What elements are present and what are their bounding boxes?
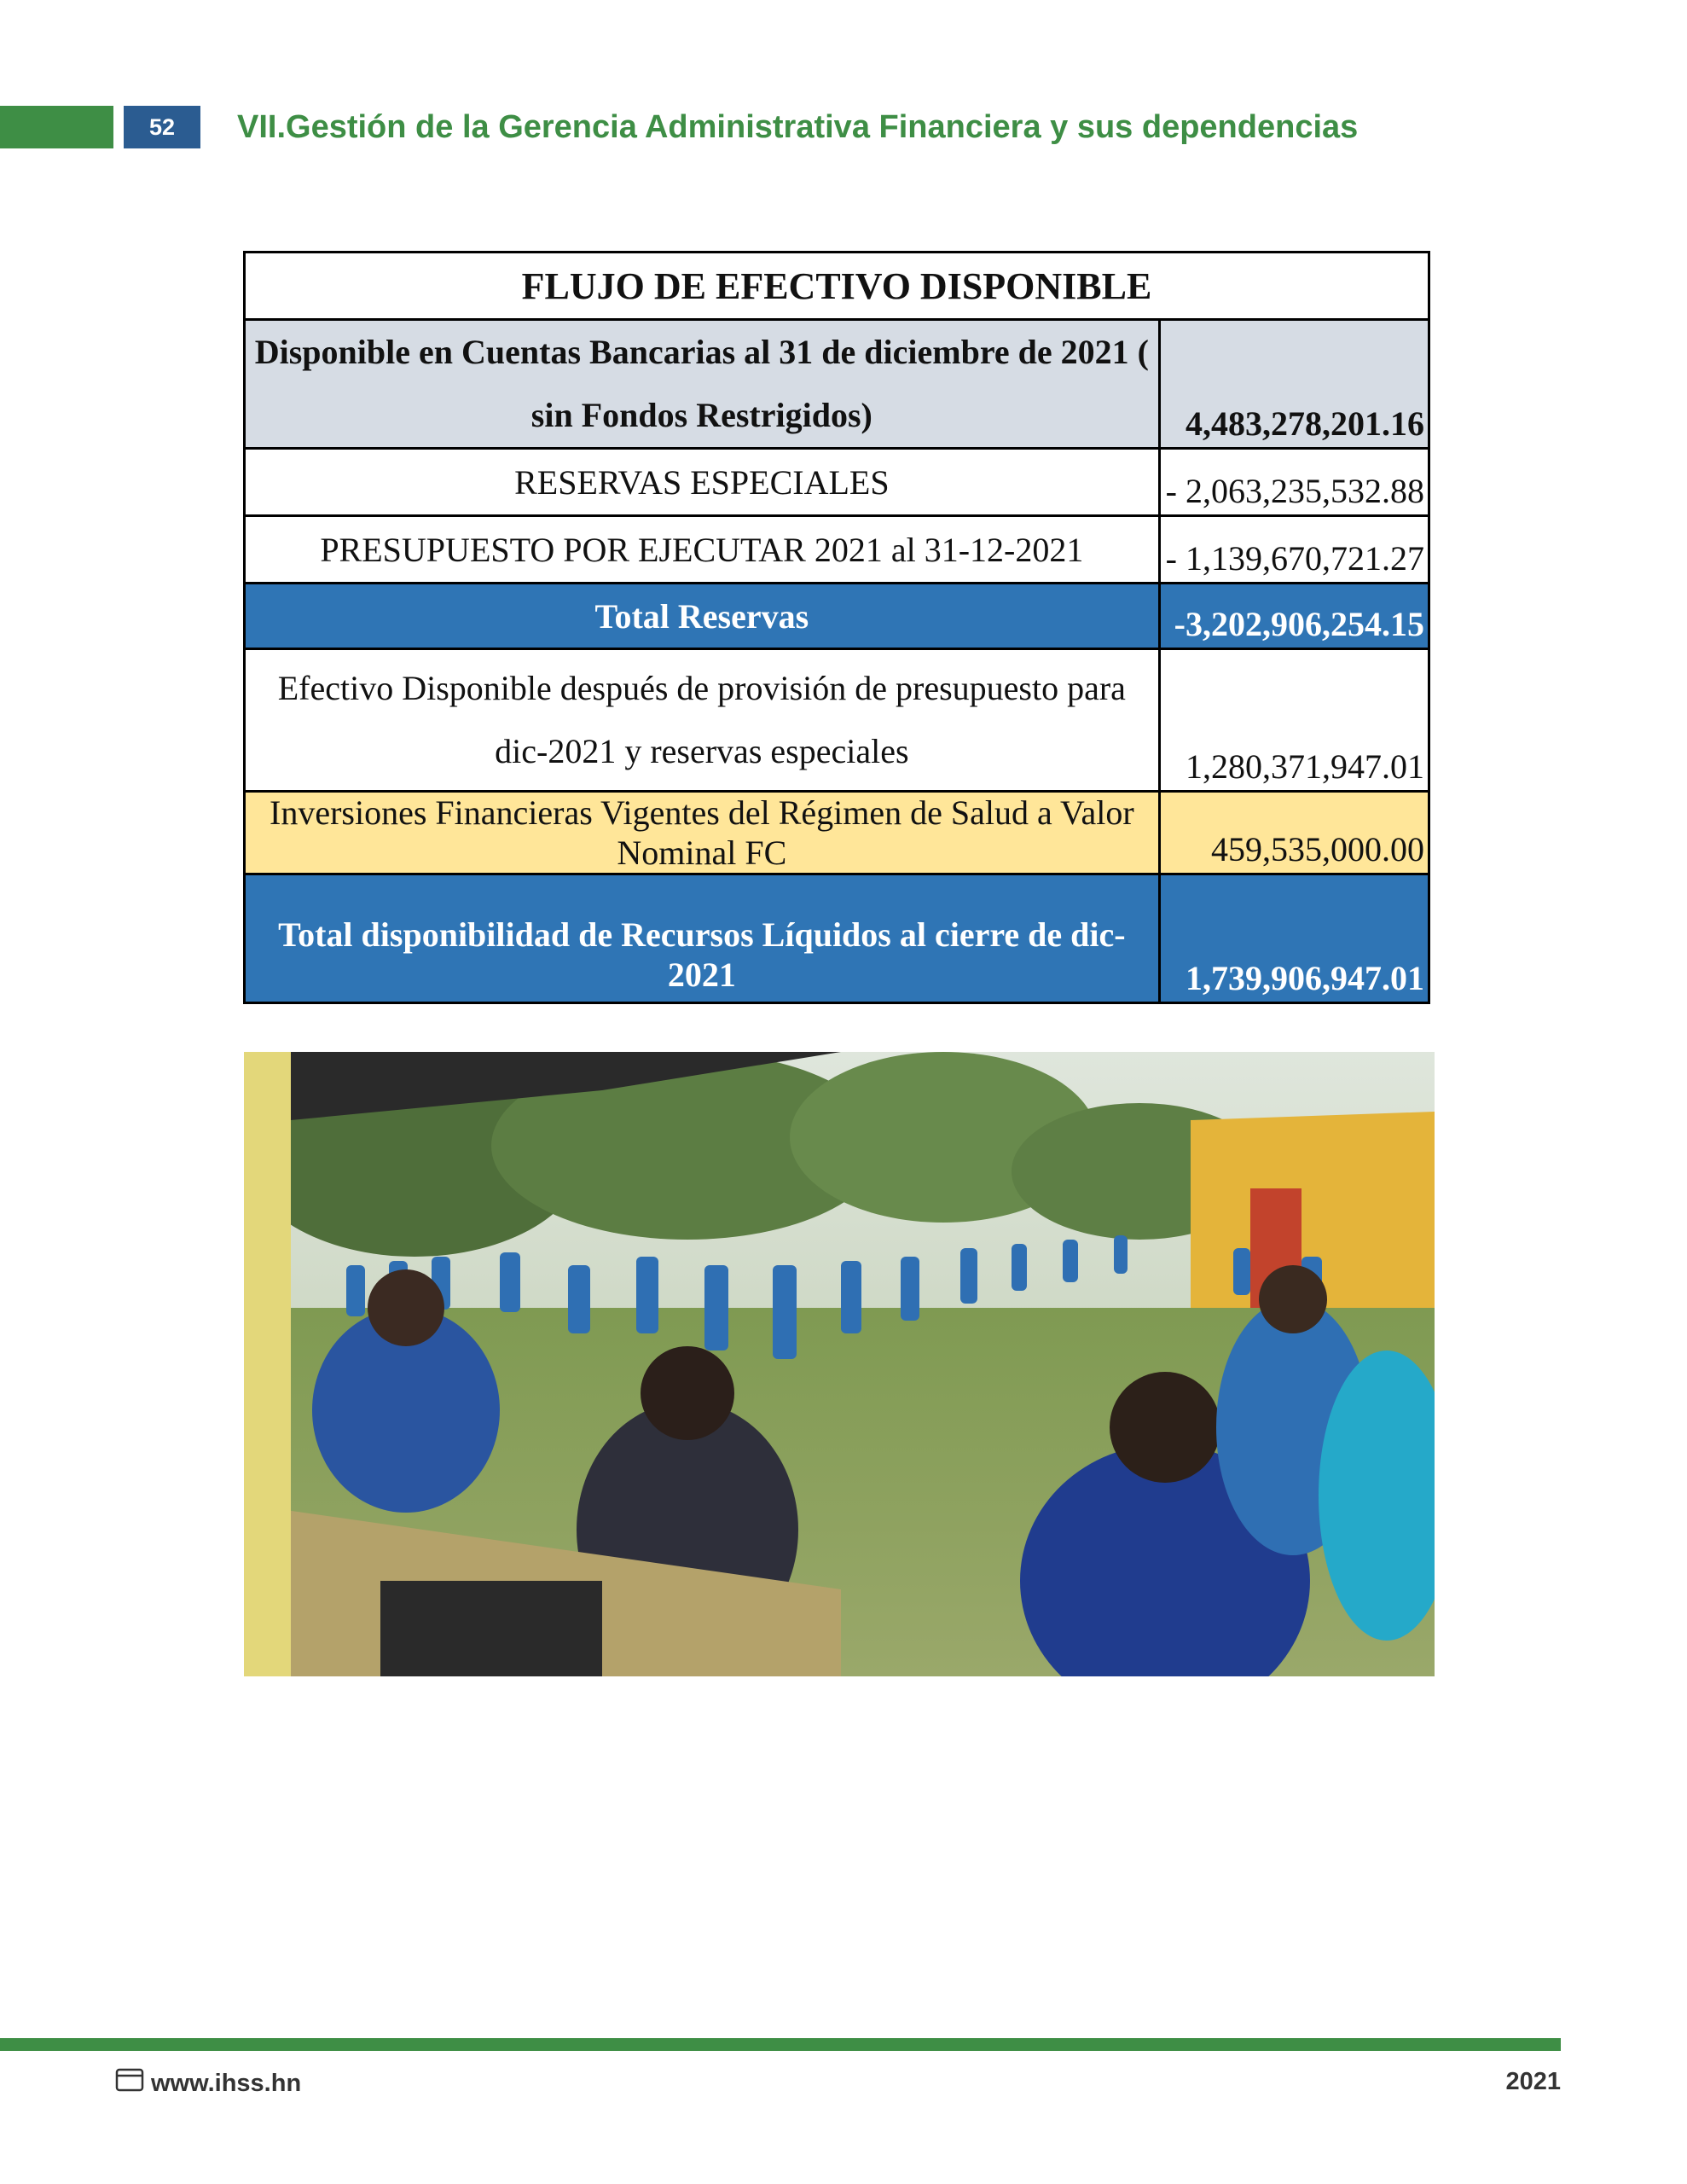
row-label: RESERVAS ESPECIALES <box>245 449 1160 516</box>
row-value: - 1,139,670,721.27 <box>1159 516 1429 584</box>
page-number: 52 <box>124 106 200 148</box>
row-label: Disponible en Cuentas Bancarias al 31 de diciembre de 2021 ( sin Fondos Restrigidos) <box>254 333 1149 434</box>
browser-window-icon <box>115 2068 144 2099</box>
footer-accent-line <box>0 2038 1561 2051</box>
table-row-total-reservas <box>245 584 1429 649</box>
queue-photo <box>244 1052 1435 1676</box>
cash-flow-table <box>243 251 1430 1004</box>
row-value: - 2,063,235,532.88 <box>1159 449 1429 516</box>
queue-photo-illustration <box>244 1052 1435 1676</box>
row-label: Inversiones Financieras Vigentes del Régimen de Salud a Valor Nominal FC <box>245 792 1160 874</box>
table-row <box>245 320 1429 449</box>
table-row <box>245 449 1429 516</box>
row-value: 4,483,278,201.16 <box>1159 320 1429 449</box>
section-title: VII.Gestión de la Gerencia Administrativa Financiera y sus dependencias <box>237 108 1359 145</box>
table-row <box>245 649 1429 792</box>
row-label: PRESUPUESTO POR EJECUTAR 2021 al 31-12-2021 <box>245 516 1160 584</box>
row-value: -3,202,906,254.15 <box>1159 584 1429 649</box>
table-row-total-liquidos <box>245 874 1429 1003</box>
header-accent-bar <box>0 106 113 148</box>
table-row <box>245 516 1429 584</box>
row-value: 1,739,906,947.01 <box>1159 874 1429 1003</box>
row-value: 1,280,371,947.01 <box>1159 649 1429 792</box>
table-title: FLUJO DE EFECTIVO DISPONIBLE <box>245 253 1429 320</box>
row-label: Total Reservas <box>245 584 1160 649</box>
row-label: Efectivo Disponible después de provisión de presupuesto para dic-2021 y reservas especiales <box>277 669 1126 770</box>
footer-year: 2021 <box>1505 2068 1561 2095</box>
table-row <box>245 792 1429 874</box>
row-label: Total disponibilidad de Recursos Líquidos al cierre de dic-2021 <box>245 874 1160 1003</box>
table-title-row <box>245 253 1429 320</box>
row-value: 459,535,000.00 <box>1159 792 1429 874</box>
footer-website[interactable] <box>115 2068 301 2099</box>
website-link[interactable]: www.ihss.hn <box>151 2069 302 2097</box>
